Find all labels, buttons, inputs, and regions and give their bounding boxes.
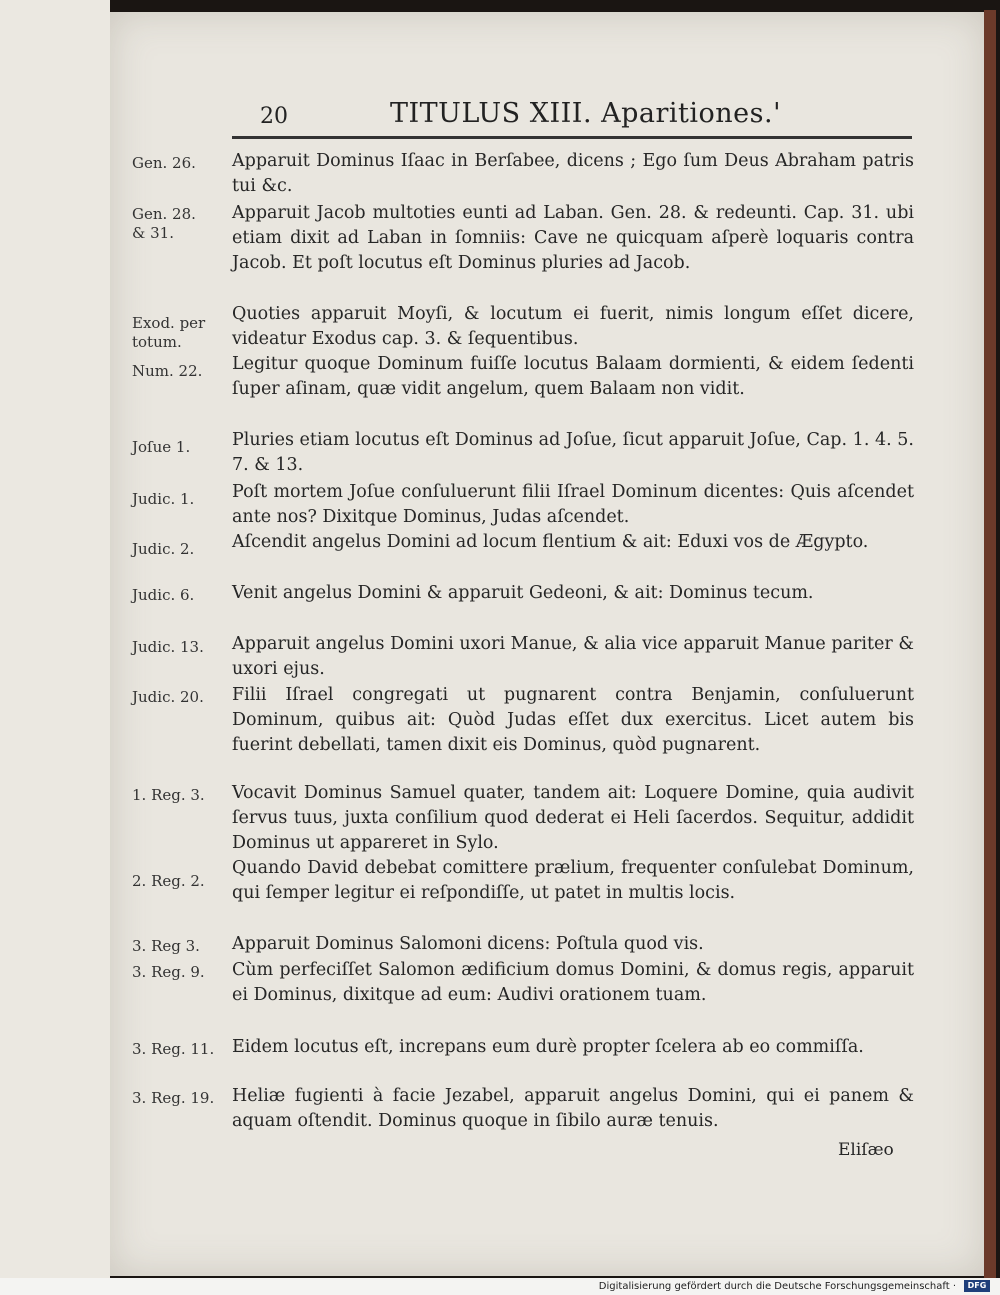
catchword: Eliſæo: [838, 1140, 894, 1160]
entry-text: Aſcendit angelus Domini ad locum flentium & ait: Eduxi vos de Ægypto.: [232, 532, 869, 552]
margin-reference: 2. Reg. 2.: [132, 872, 205, 890]
margin-reference: Judic. 13.: [132, 638, 204, 656]
entry-text: Filii Iſrael congregati ut pugnarent contra Benjamin, conſuluerunt Dominum, quibus ait: Quòd Judas eſſet dux exercitus. Licet autem bis fuerint debellati, tamen dixit eis Dominus, quòd pugnarent.: [232, 685, 914, 755]
entry-text: Legitur quoque Dominum fuiſſe locutus Balaam dormienti, & eidem ſedenti ſuper aſinam, quæ vidit angelum, quem Balaam non vidit.: [232, 354, 914, 399]
header-rule: [232, 136, 912, 139]
page-header: [250, 98, 930, 138]
entry-text: Heliæ fugienti à facie Jezabel, apparuit angelus Domini, qui ei panem & aquam oſtendit. Dominus quoque in ſibilo auræ tenuis.: [232, 1086, 914, 1131]
entry-text: Apparuit Jacob multoties eunti ad Laban. Gen. 28. & redeunti. Cap. 31. ubi etiam dixit ad Laban in ſomniis: Cave ne quicquam aſperè loquaris contra Jacob. Et poſt locutus eſt Dominus pluries ad Jacob.: [232, 203, 914, 273]
digitization-credit: Digitalisierung gefördert durch die Deutsche Forschungsgemeinschaft ·: [598, 1281, 956, 1292]
entry-text: Pluries etiam locutus eſt Dominus ad Joſue, ſicut apparuit Joſue, Cap. 1. 4. 5. 7. & 13.: [232, 430, 914, 475]
margin-reference: 3. Reg 3.: [132, 937, 200, 955]
entry-text: Quando David debebat comittere prælium, frequenter conſulebat Dominum, qui ſemper legitur ei reſpondiſſe, ut patet in multis locis.: [232, 858, 914, 903]
entry-text: Apparuit Dominus Iſaac in Berſabee, dicens ; Ego ſum Deus Abraham patris tui &c.: [232, 151, 914, 196]
margin-reference: 1. Reg. 3.: [132, 786, 205, 804]
entry-text: Eidem locutus eſt, increpans eum durè propter ſcelera ab eo commiſſa.: [232, 1037, 864, 1057]
entry-text: Poſt mortem Joſue conſuluerunt filii Iſrael Dominum dicentes: Quis aſcendet ante nos? Dixitque Dominus, Judas aſcendet.: [232, 482, 914, 527]
margin-reference: Num. 22.: [132, 362, 203, 380]
entry-text: Apparuit Dominus Salomoni dicens: Poſtula quod vis.: [232, 934, 704, 954]
margin-reference: Exod. per totum.: [132, 314, 206, 351]
margin-reference: Judic. 6.: [132, 586, 195, 604]
page-number: 20: [260, 104, 288, 129]
margin-reference: Gen. 26.: [132, 154, 196, 172]
book-edge: [984, 10, 996, 1278]
margin-reference: 3. Reg. 19.: [132, 1089, 215, 1107]
dfg-logo: DFG: [964, 1280, 990, 1292]
margin-reference: Judic. 1.: [132, 490, 195, 508]
entry-text: Cùm perfeciſſet Salomon ædificium domus Domini, & domus regis, apparuit ei Dominus, dixitque ad eum: Audivi orationem tuam.: [232, 960, 914, 1005]
margin-reference: 3. Reg. 11.: [132, 1040, 215, 1058]
margin-reference: Joſue 1.: [132, 438, 191, 456]
margin-reference: Judic. 20.: [132, 688, 204, 706]
margin-reference: Judic. 2.: [132, 540, 195, 558]
entry-text: Venit angelus Domini & apparuit Gedeoni, & ait: Dominus tecum.: [232, 583, 814, 603]
margin-reference: Gen. 28. & 31.: [132, 205, 196, 242]
margin-reference: 3. Reg. 9.: [132, 963, 205, 981]
entry-text: Quoties apparuit Moyſi, & locutum ei fuerit, nimis longum eſſet dicere, videatur Exodus cap. 3. & ſequentibus.: [232, 304, 914, 349]
page-left-margin: [0, 0, 110, 1278]
running-title: TITULUS XIII. Aparitiones.': [390, 98, 781, 129]
entry-text: Vocavit Dominus Samuel quater, tandem ait: Loquere Domine, quia audivit ſervus tuus, juxta conſilium quod dederat ei Heli ſacerdos. Sequitur, addidit Dominus ut appareret in Sylo.: [232, 783, 914, 853]
entry-text: Apparuit angelus Domini uxori Manue, & alia vice apparuit Manue pariter & uxori ejus.: [232, 634, 914, 679]
